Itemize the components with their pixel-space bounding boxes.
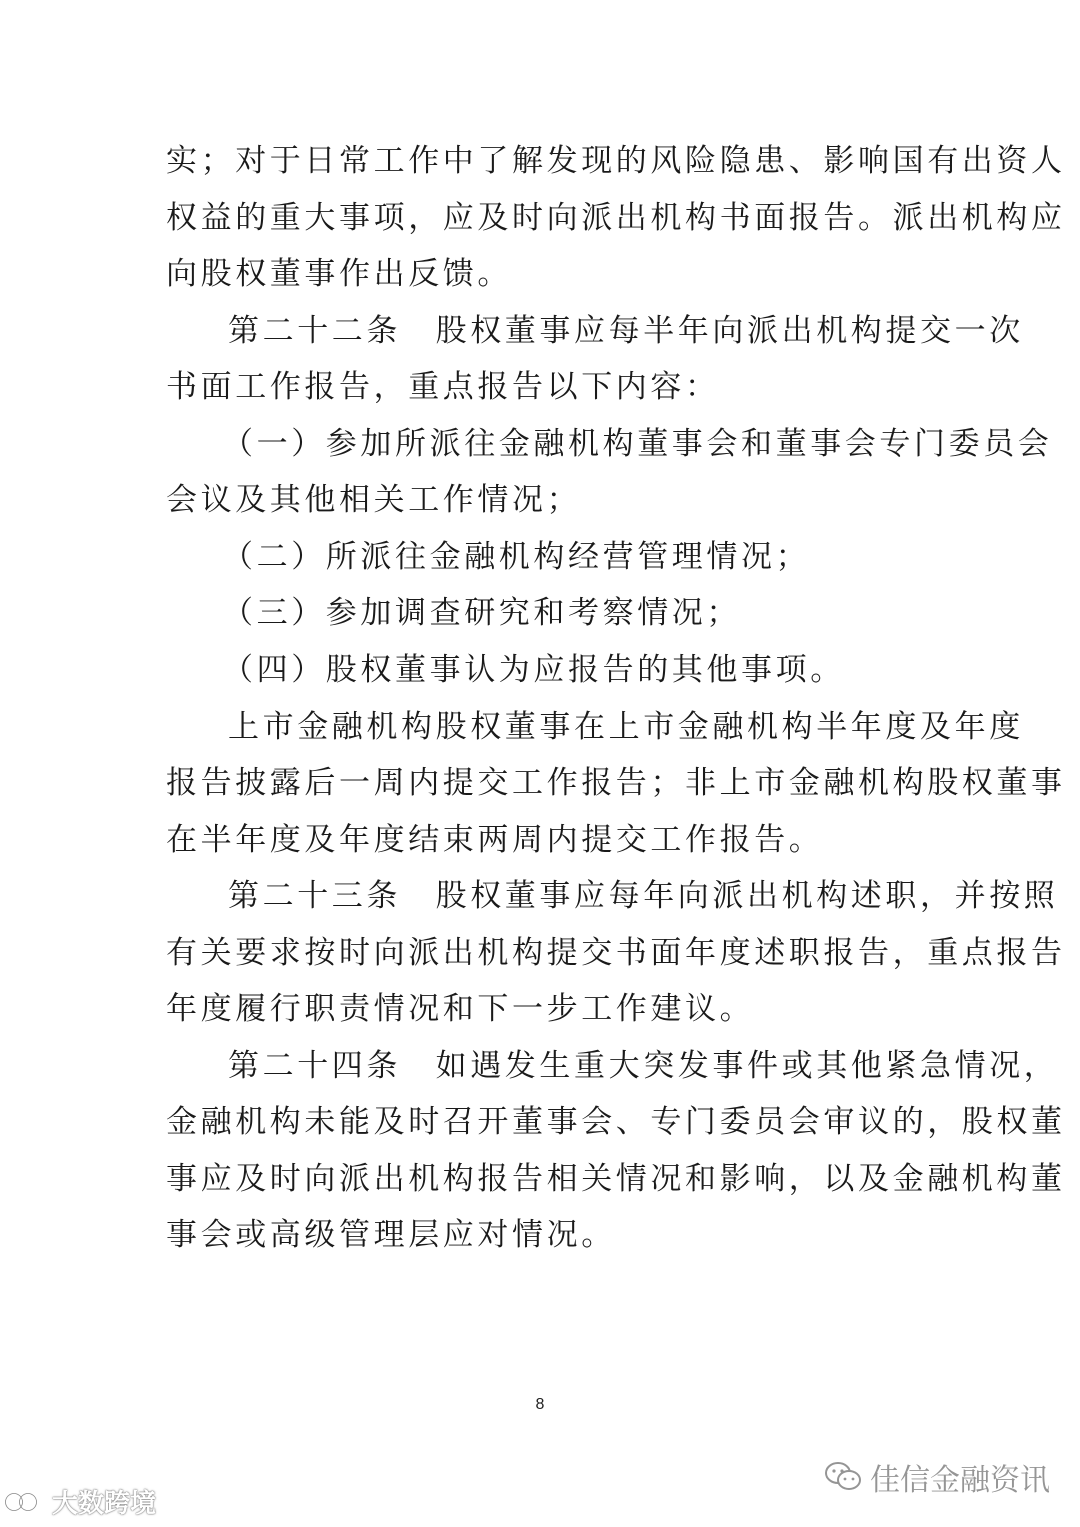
page-number: 8 xyxy=(535,1396,545,1413)
list-item-2: （二）所派往金融机构经营管理情况； xyxy=(222,539,811,575)
article-24-heading-line: 第二十四条 如遇发生重大突发事件或其他紧急情况， xyxy=(228,1048,1059,1084)
paragraph-line: 事应及时向派出机构报告相关情况和影响，以及金融机构董 xyxy=(166,1161,1066,1197)
watermark-right-text: 佳信金融资讯 xyxy=(870,1463,1050,1498)
wechat-icon xyxy=(824,1461,862,1493)
logo-icon xyxy=(4,1487,48,1517)
paragraph-line: 书面工作报告，重点报告以下内容： xyxy=(166,369,720,405)
paragraph-line: 在半年度及年度结束两周内提交工作报告。 xyxy=(166,822,824,858)
list-item-1: （一）参加所派往金融机构董事会和董事会专门委员会 xyxy=(222,426,1053,462)
paragraph-line: 会议及其他相关工作情况； xyxy=(166,482,582,518)
list-item-4: （四）股权董事认为应报告的其他事项。 xyxy=(222,652,845,688)
paragraph-line: 上市金融机构股权董事在上市金融机构半年度及年度 xyxy=(228,709,1024,745)
paragraph-line: 年度履行职责情况和下一步工作建议。 xyxy=(166,991,755,1027)
paragraph-line: 事会或高级管理层应对情况。 xyxy=(166,1217,616,1253)
paragraph-line: 报告披露后一周内提交工作报告；非上市金融机构股权董事 xyxy=(166,765,1066,801)
list-item-3: （三）参加调查研究和考察情况； xyxy=(222,595,741,631)
paragraph-line: 有关要求按时向派出机构提交书面年度述职报告，重点报告 xyxy=(166,935,1066,971)
watermark-left-text: 大数跨境 xyxy=(52,1489,157,1519)
paragraph-line: 实；对于日常工作中了解发现的风险隐患、影响国有出资人 xyxy=(166,143,1066,179)
watermark-right xyxy=(824,1455,1050,1499)
article-23-heading-line: 第二十三条 股权董事应每年向派出机构述职，并按照 xyxy=(228,878,1059,914)
paragraph-line: 向股权董事作出反馈。 xyxy=(166,256,512,292)
paragraph-line: 权益的重大事项，应及时向派出机构书面报告。派出机构应 xyxy=(166,200,1066,236)
article-22-heading-line: 第二十二条 股权董事应每半年向派出机构提交一次 xyxy=(228,313,1024,349)
watermark-left xyxy=(4,1483,156,1520)
paragraph-line: 金融机构未能及时召开董事会、专门委员会审议的，股权董 xyxy=(166,1104,1066,1140)
